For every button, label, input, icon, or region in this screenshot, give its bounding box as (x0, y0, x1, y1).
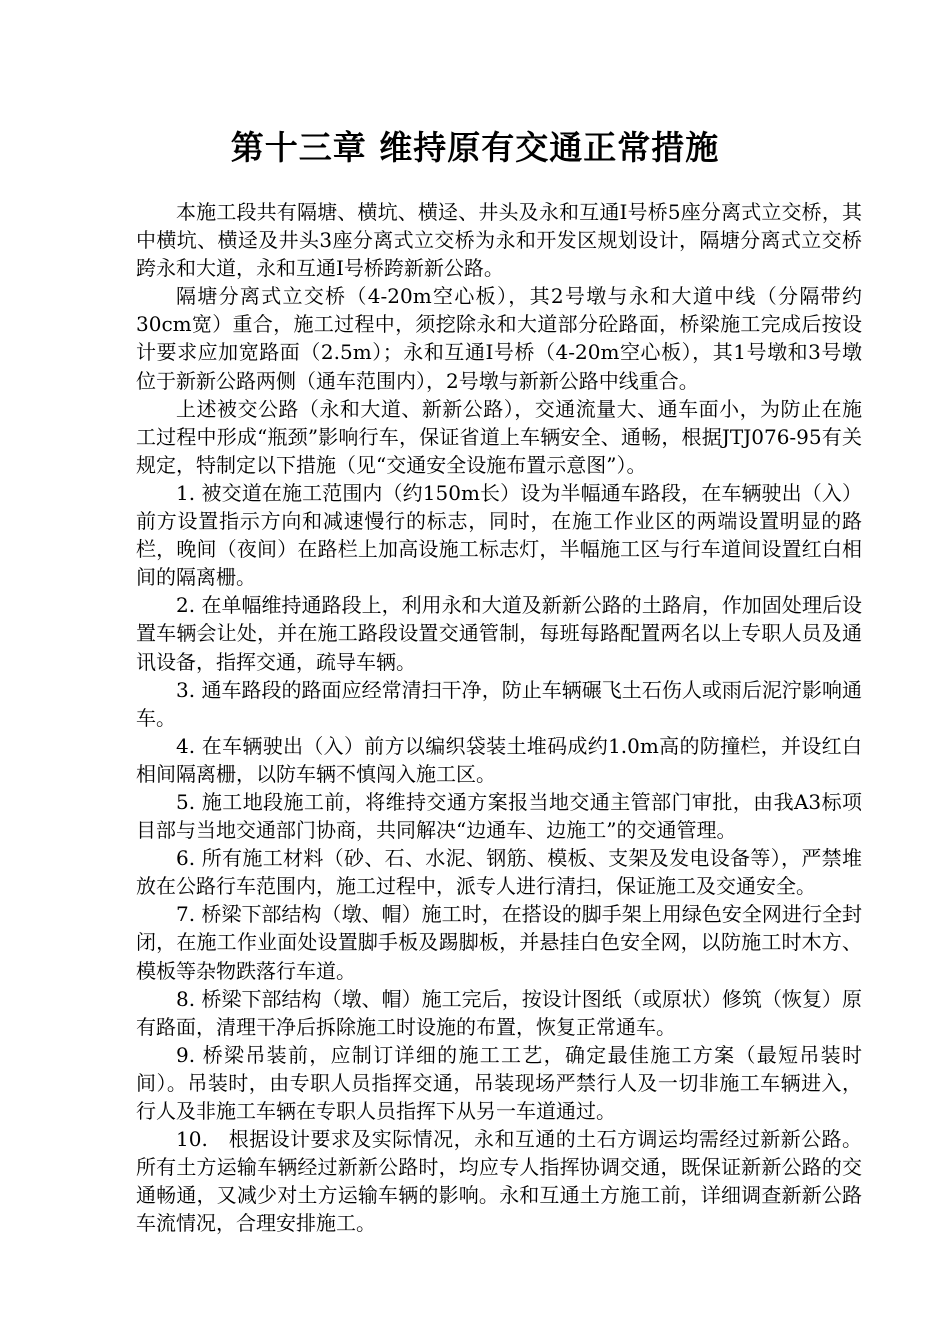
document-body (136, 198, 862, 1237)
paragraph-item-10: 10. 根据设计要求及实际情况，永和互通的土石方调运均需经过新新公路。所有土方运输车辆经过新新公路时，均应专人指挥协调交通，既保证新新公路的交通畅通，又减少对土方运输车辆的影响。永和互通土方施工前，详细调查新新公路车流情况，合理安排施工。 (136, 1127, 862, 1236)
paragraph-item-1: 1. 被交道在施工范围内（约150m长）设为半幅通车路段，在车辆驶出（入）前方设置指示方向和减速慢行的标志，同时，在施工作业区的两端设置明显的路栏，晚间（夜间）在路栏上加高设施工标志灯，半幅施工区与行车道间设置红白相间的隔离栅。 (136, 480, 862, 590)
paragraph-item-2: 2. 在单幅维持通路段上，利用永和大道及新新公路的土路肩，作加固处理后设置车辆会让处，并在施工路段设置交通管制，每班每路配置两名以上专职人员及通讯设备，指挥交通，疏导车辆。 (136, 593, 862, 674)
paragraph-intro: 本施工段共有隔塘、横坑、横迳、井头及永和互通Ⅰ号桥5座分离式立交桥，其中横坑、横迳及井头3座分离式立交桥为永和开发区规划设计，隔塘分离式立交桥跨永和大道，永和互通Ⅰ号桥跨新新公路。 (136, 200, 862, 281)
paragraph-item-7: 7. 桥梁下部结构（墩、帽）施工时，在搭设的脚手架上用绿色安全网进行全封闭，在施工作业面处设置脚手板及踢脚板，并悬挂白色安全网，以防施工时木方、模板等杂物跌落行车道。 (136, 902, 862, 983)
chapter-title: 第十三章 维持原有交通正常措施 (230, 128, 720, 168)
paragraph-item-6: 6. 所有施工材料（砂、石、水泥、钢筋、模板、支架及发电设备等），严禁堆放在公路行车范围内，施工过程中，派专人进行清扫，保证施工及交通安全。 (136, 846, 862, 899)
paragraph-item-4: 4. 在车辆驶出（入）前方以编织袋装土堆码成约1.0m高的防撞栏，并设红白相间隔离栅，以防车辆不慎闯入施工区。 (136, 733, 862, 786)
paragraph-item-3: 3. 通车路段的路面应经常清扫干净，防止车辆碾飞土石伤人或雨后泥泞影响通车。 (136, 677, 862, 730)
paragraph-measures-intro: 上述被交公路（永和大道、新新公路），交通流量大、通车面小，为防止在施工过程中形成“瓶颈”影响行车，保证省道上车辆安全、通畅，根据JTJ076-95有关规定，特制定以下措施（见“交通安全设施布置示意图”）。 (136, 396, 862, 477)
paragraph-item-8: 8. 桥梁下部结构（墩、帽）施工完后，按设计图纸（或原状）修筑（恢复）原有路面，清理干净后拆除施工时设施的布置，恢复正常通车。 (136, 986, 862, 1039)
paragraph-getang-bridge: 隔塘分离式立交桥（4-20m空心板），其2号墩与永和大道中线（分隔带约30cm宽）重合，施工过程中，须挖除永和大道部分砼路面，桥梁施工完成后按设计要求应加宽路面（2.5m）；永和互通Ⅰ号桥（4-20m空心板），其1号墩和3号墩位于新新公路两侧（通车范围内），2号墩与新新公路中线重合。 (136, 284, 862, 393)
paragraph-item-9: 9. 桥梁吊装前，应制订详细的施工工艺，确定最佳施工方案（最短吊装时间）。吊装时，由专职人员指挥交通，吊装现场严禁行人及一切非施工车辆进入，行人及非施工车辆在专职人员指挥下从另一车道通过。 (136, 1042, 862, 1123)
paragraph-item-5: 5. 施工地段施工前，将维持交通方案报当地交通主管部门审批，由我A3标项目部与当地交通部门协商，共同解决“边通车、边施工”的交通管理。 (136, 789, 862, 843)
